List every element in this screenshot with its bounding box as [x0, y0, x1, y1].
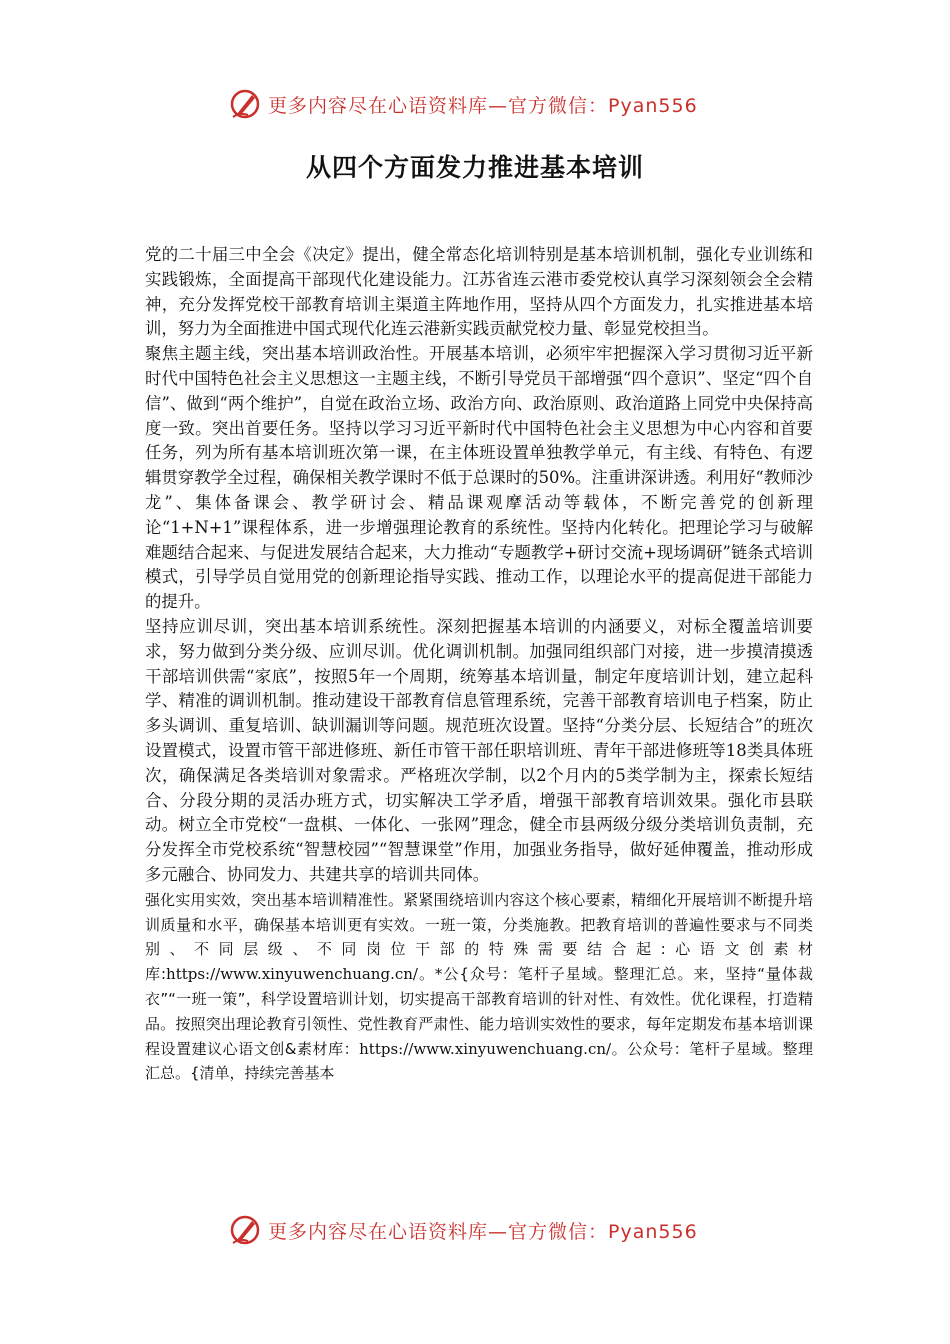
page-title: 从四个方面发力推进基本培训: [305, 153, 644, 182]
paragraph-precision-part2: 。*公{众号：笔杆子星域。整理汇总。来，坚持“量体裁衣”“一班一策”，科学设置培训计划，切实提高干部教育培训的针对性、有效性。优化课程，打造精品。按照突出理论教育引领性、党性教育严肃性、能力培训实效性的要求，每年定期发布基本培训课程设置建议心语文创&素材库：: [145, 965, 813, 1058]
paragraph-precision: [145, 888, 813, 1086]
watermark-banner-bottom: [228, 1210, 748, 1250]
paragraph-precision-part3: 。公众号：笔杆子星域。整理汇总。{清单，持续完善基本: [145, 1039, 813, 1083]
paragraph-political: 聚焦主题主线，突出基本培训政治性。开展基本培训，必须牢牢把握深入学习贯彻习近平新时代中国特色社会主义思想这一主题主线，不断引导党员干部增强“四个意识”、坚定“四个自信”、做到“两个维护”，自觉在政治立场、政治方向、政治原则、政治道路上同党中央保持高度一致。突出首要任务。坚持以学习习近平新时代中国特色社会主义思想为中心内容和首要任务，列为所有基本培训班次第一课，在主体班设置单独教学单元，有主线、有特色、有逻辑贯穿教学全过程，确保相关教学课时不低于总课时的50%。注重讲深讲透。利用好“教师沙龙”、集体备课会、教学研讨会、精品课观摩活动等载体，不断完善党的创新理论“1+N+1”课程体系，进一步增强理论教育的系统性。坚持内化转化。把理论学习与破解难题结合起来、与促进发展结合起来，大力推动“专题教学+研讨交流+现场调研”链条式培训模式，引导学员自觉用党的创新理论指导实践、推动工作，以理论水平的提高促进干部能力的提升。: [145, 344, 813, 612]
paragraph-intro: 党的二十届三中全会《决定》提出，健全常态化培训特别是基本培训机制，强化专业训练和实践锻炼，全面提高干部现代化建设能力。江苏省连云港市委党校认真学习深刻领会全会精神，充分发挥党校干部教育培训主渠道主阵地作用，坚持从四个方面发力，扎实推进基本培训，努力为全面推进中国式现代化连云港新实践贡献党校力量、彰显党校担当。: [145, 245, 813, 339]
pen-logo-icon: [228, 87, 262, 121]
watermark-text: 更多内容尽在心语资料库—官方微信：Pyan556: [268, 94, 698, 117]
paragraph-precision-part1: 强化实用实效，突出基本培训精准性。紧紧围绕培训内容这个核心要素，精细化开展培训不断提升培训质量和水平，确保基本培训更有实效。一班一策，分类施教。把教育培训的普遍性要求与不同类别、不同层级、不同岗位干部的特殊需要结合起:心语文创素材库:: [145, 890, 813, 984]
article-body: [145, 243, 813, 1086]
pen-logo-icon: [228, 1213, 262, 1247]
source-url-1: https://www.xinyuwenchuang.cn/: [166, 965, 418, 984]
paragraph-systematic: 坚持应训尽训，突出基本培训系统性。深刻把握基本培训的内涵要义，对标全覆盖培训要求，努力做到分类分级、应训尽训。优化调训机制。加强同组织部门对接，进一步摸清摸透干部培训供需“家底”，按照5年一个周期，统筹基本培训量，制定年度培训计划，建立起科学、精准的调训机制。推动建设干部教育信息管理系统，完善干部教育培训电子档案，防止多头调训、重复培训、缺训漏训等问题。规范班次设置。坚持“分类分层、长短结合”的班次设置模式，设置市管干部进修班、新任市管干部任职培训班、青年干部进修班等18类具体班次，确保满足各类培训对象需求。严格班次学制，以2个月内的5类学制为主，探索长短结合、分段分期的灵活办班方式，切实解决工学矛盾，增强干部教育培训效果。强化市县联动。树立全市党校“一盘棋、一体化、一张网”理念，健全市县两级分级分类培训负责制，充分发挥全市党校系统“智慧校园”“智慧课堂”作用，加强业务指导，做好延伸覆盖，推动形成多元融合、协同发力、共建共享的培训共同体。: [145, 616, 813, 884]
source-url-2: https://www.xinyuwenchuang.cn/: [359, 1039, 612, 1058]
watermark-text: 更多内容尽在心语资料库—官方微信：Pyan556: [268, 1220, 698, 1243]
watermark-banner-top: [228, 84, 748, 124]
